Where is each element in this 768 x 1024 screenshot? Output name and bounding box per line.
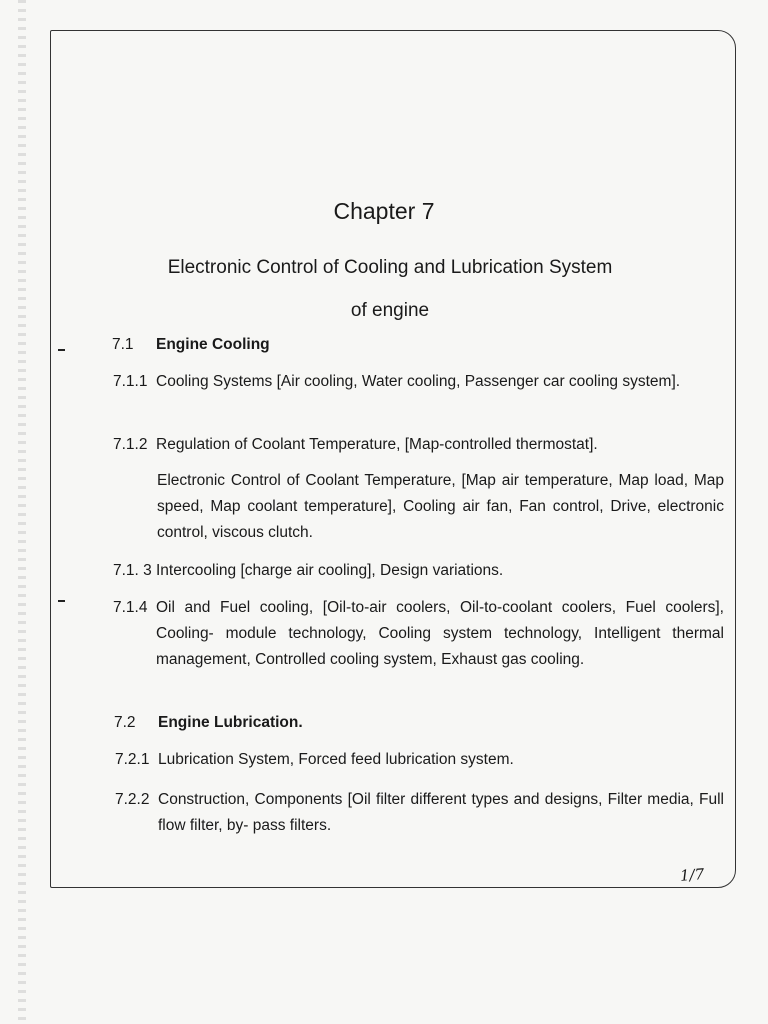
section-7-2: [114, 710, 303, 736]
section-7-2-2: [115, 787, 724, 839]
margin-mark: [58, 349, 65, 351]
section-7-1: [112, 332, 270, 358]
section-number: 7.1: [112, 336, 134, 353]
section-number: 7.2: [114, 714, 136, 731]
section-number: 7.2.2: [115, 791, 150, 808]
section-text: Regulation of Coolant Temperature, [Map-controlled thermostat].: [156, 436, 598, 453]
binding-edge: [18, 0, 26, 1024]
section-heading: Engine Lubrication.: [158, 714, 303, 731]
section-7-1-4: [113, 595, 724, 673]
section-text: Cooling Systems [Air cooling, Water cooling, Passenger car cooling system].: [156, 373, 681, 390]
section-number: 7.1.2: [113, 436, 148, 453]
section-7-1-2: [113, 432, 724, 458]
section-number: 7.1. 3: [113, 562, 152, 579]
section-text: Construction, Components [Oil filter different types and designs, Filter media, Full flow filter, by- pass filters.: [158, 791, 724, 834]
section-7-1-3: [113, 558, 724, 584]
section-text: Intercooling [charge air cooling], Design variations.: [156, 562, 504, 579]
section-heading: Engine Cooling: [156, 336, 270, 353]
section-number: 7.1.4: [113, 599, 148, 616]
section-7-2-1: [115, 747, 724, 773]
subtitle-line-1: Electronic Control of Cooling and Lubrication System: [167, 257, 613, 278]
chapter-subtitle: [120, 246, 660, 332]
section-text: Oil and Fuel cooling, [Oil-to-air coolers, Oil-to-coolant coolers, Fuel coolers], Cooling- module technology, Cooling system technology, Intelligent thermal management, Controlled cooling system, Exhaust gas cooling.: [156, 599, 724, 668]
section-number: 7.1.1: [113, 373, 148, 390]
section-text: Lubrication System, Forced feed lubrication system.: [158, 751, 514, 768]
section-number: 7.2.1: [115, 751, 150, 768]
page-number: 1/7: [679, 865, 705, 885]
section-7-1-1: [113, 369, 724, 395]
margin-mark: [58, 600, 65, 602]
chapter-title: Chapter 7: [333, 198, 435, 224]
section-7-1-2-paragraph: Electronic Control of Coolant Temperature, [Map air temperature, Map load, Map speed, Map coolant temperature], Cooling air fan, Fan control, Drive, electronic control, viscous clutch.: [157, 472, 724, 541]
subtitle-line-2: of engine: [350, 300, 430, 321]
